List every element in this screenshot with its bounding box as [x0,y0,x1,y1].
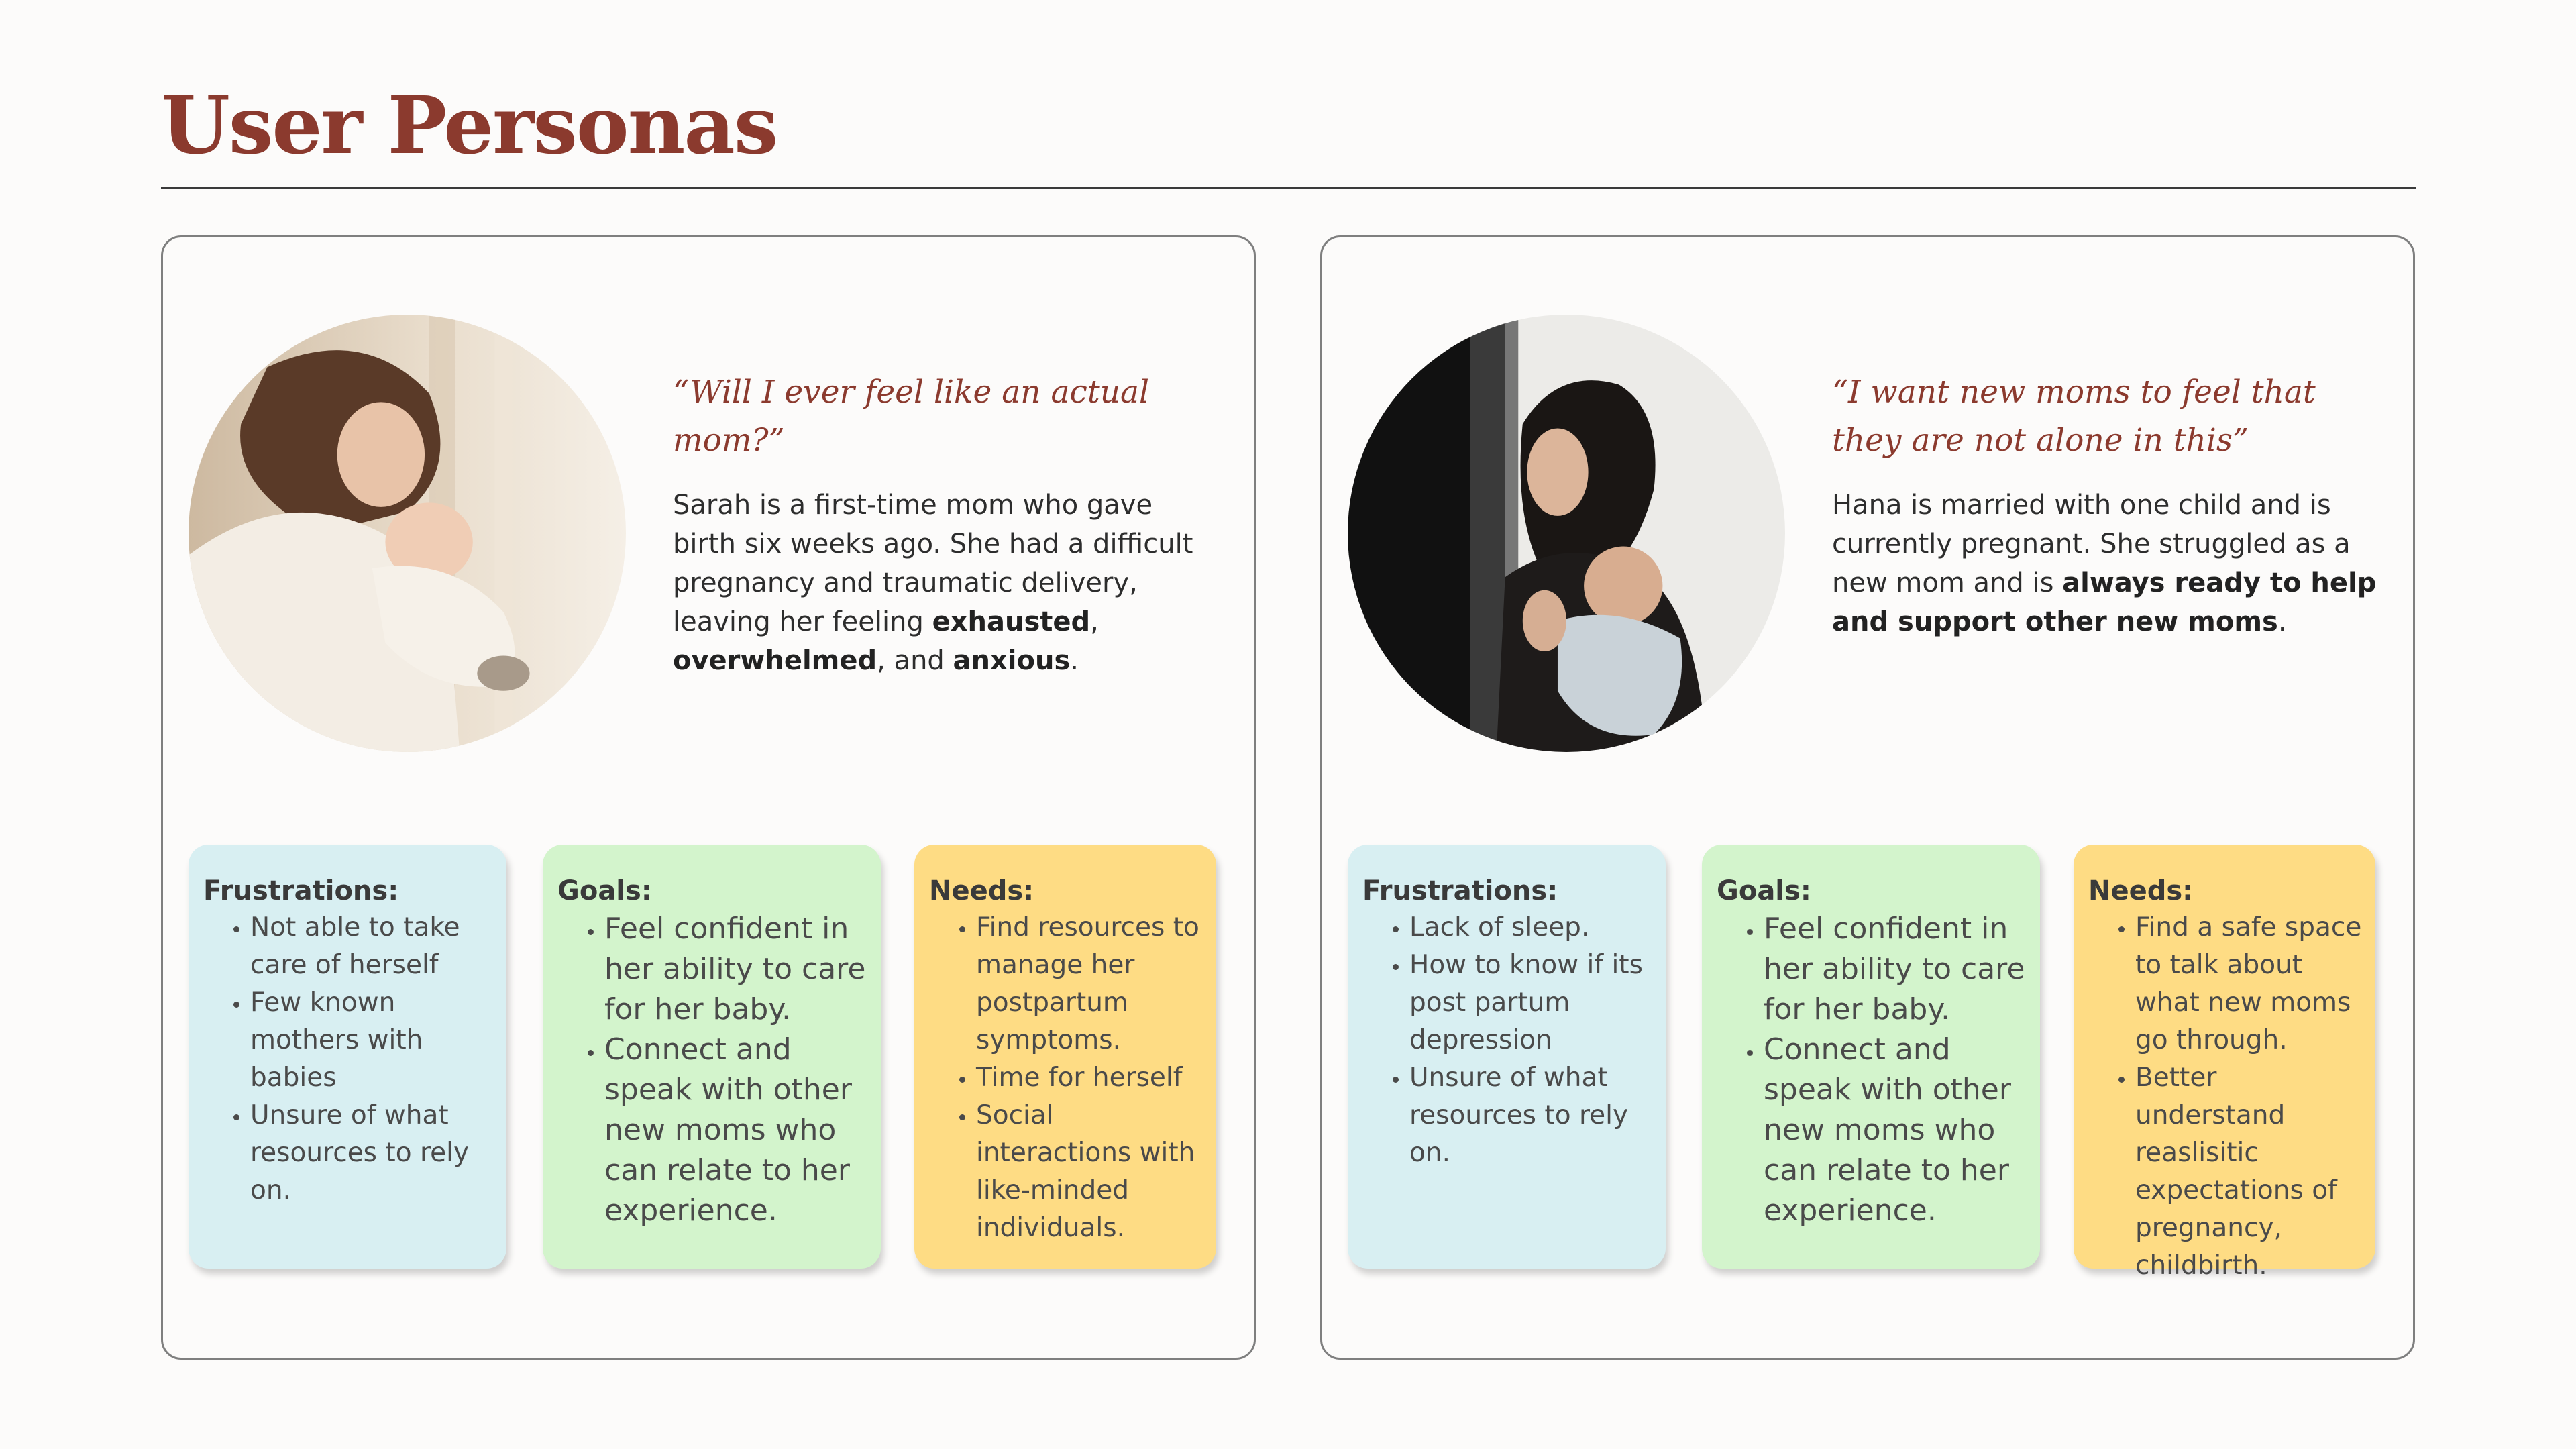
description-text: , and [877,645,953,676]
frustrations-list [203,909,493,1210]
needs-title: Needs: [929,875,1034,906]
needs-list [929,909,1203,1247]
emphasis-text: always ready to help and support other new moms [1832,568,2377,637]
list-item: • How to know if its post partum depression [1409,947,1652,1059]
needs-box [2074,845,2375,1281]
list-item: • Few known mothers with babies [250,984,493,1097]
list-item: • Lack of sleep. [1409,909,1652,947]
persona-quote: “Will I ever feel like an actual mom?” [673,374,1150,459]
list-item: • Feel confident in her ability to care for her baby. [1764,909,2027,1030]
emphasis-text: anxious [953,645,1071,676]
list-item: • Not able to take care of herself [250,909,493,984]
frustrations-box [1348,845,1666,1269]
list-item: • Unsure of what resources to rely on. [1409,1059,1652,1172]
persona-card-hana [1320,235,2415,1360]
persona-description [1832,486,2382,641]
goals-list [1717,909,2027,1231]
persona-card-sarah [161,235,1256,1360]
list-item: • Unsure of what resources to rely on. [250,1097,493,1210]
needs-list [2088,909,2362,1285]
description-text: . [1070,645,1079,676]
mother-holding-baby-icon [1348,315,1785,752]
goals-box [1702,845,2040,1269]
page-title: User Personas [161,78,777,172]
frustrations-title: Frustrations: [1362,875,1558,906]
goals-title: Goals: [557,875,652,906]
description-text: Hana is married with one child and is currently pregnant. She struggled as a new mom and is [1832,490,2351,598]
persona-description [673,486,1223,680]
persona-photo [189,315,626,752]
goals-box [543,845,881,1269]
list-item: • Time for herself [976,1059,1203,1097]
goals-list [557,909,867,1231]
list-item: • Feel confident in her ability to care for her baby. [604,909,867,1030]
frustrations-box [189,845,506,1269]
list-item: • Social interactions with like-minded individuals. [976,1097,1203,1247]
goals-title: Goals: [1717,875,1811,906]
emphasis-text: exhausted [932,606,1091,637]
emphasis-text: overwhelmed [673,645,877,676]
persona-quote: “I want new moms to feel that they are not alone in this” [1832,374,2316,459]
title-divider [161,187,2416,189]
mother-holding-baby-icon [189,315,626,752]
description-text: Sarah is a first-time mom who gave birth six weeks ago. She had a difficult pregnancy and traumatic delivery, leaving her feeling [673,490,1193,637]
description-text: , [1090,606,1099,637]
list-item: • Connect and speak with other new moms who can relate to her experience. [1764,1030,2027,1231]
needs-title: Needs: [2088,875,2194,906]
frustrations-list [1362,909,1652,1172]
description-text: . [2277,606,2287,637]
list-item: • Better understand reaslisitic expectations of pregnancy, childbirth. [2135,1059,2362,1285]
persona-photo [1348,315,1785,752]
list-item: • Connect and speak with other new moms who can relate to her experience. [604,1030,867,1231]
list-item: • Find a safe space to talk about what new moms go through. [2135,909,2362,1059]
needs-box [914,845,1216,1269]
list-item: • Find resources to manage her postpartum symptoms. [976,909,1203,1059]
frustrations-title: Frustrations: [203,875,399,906]
